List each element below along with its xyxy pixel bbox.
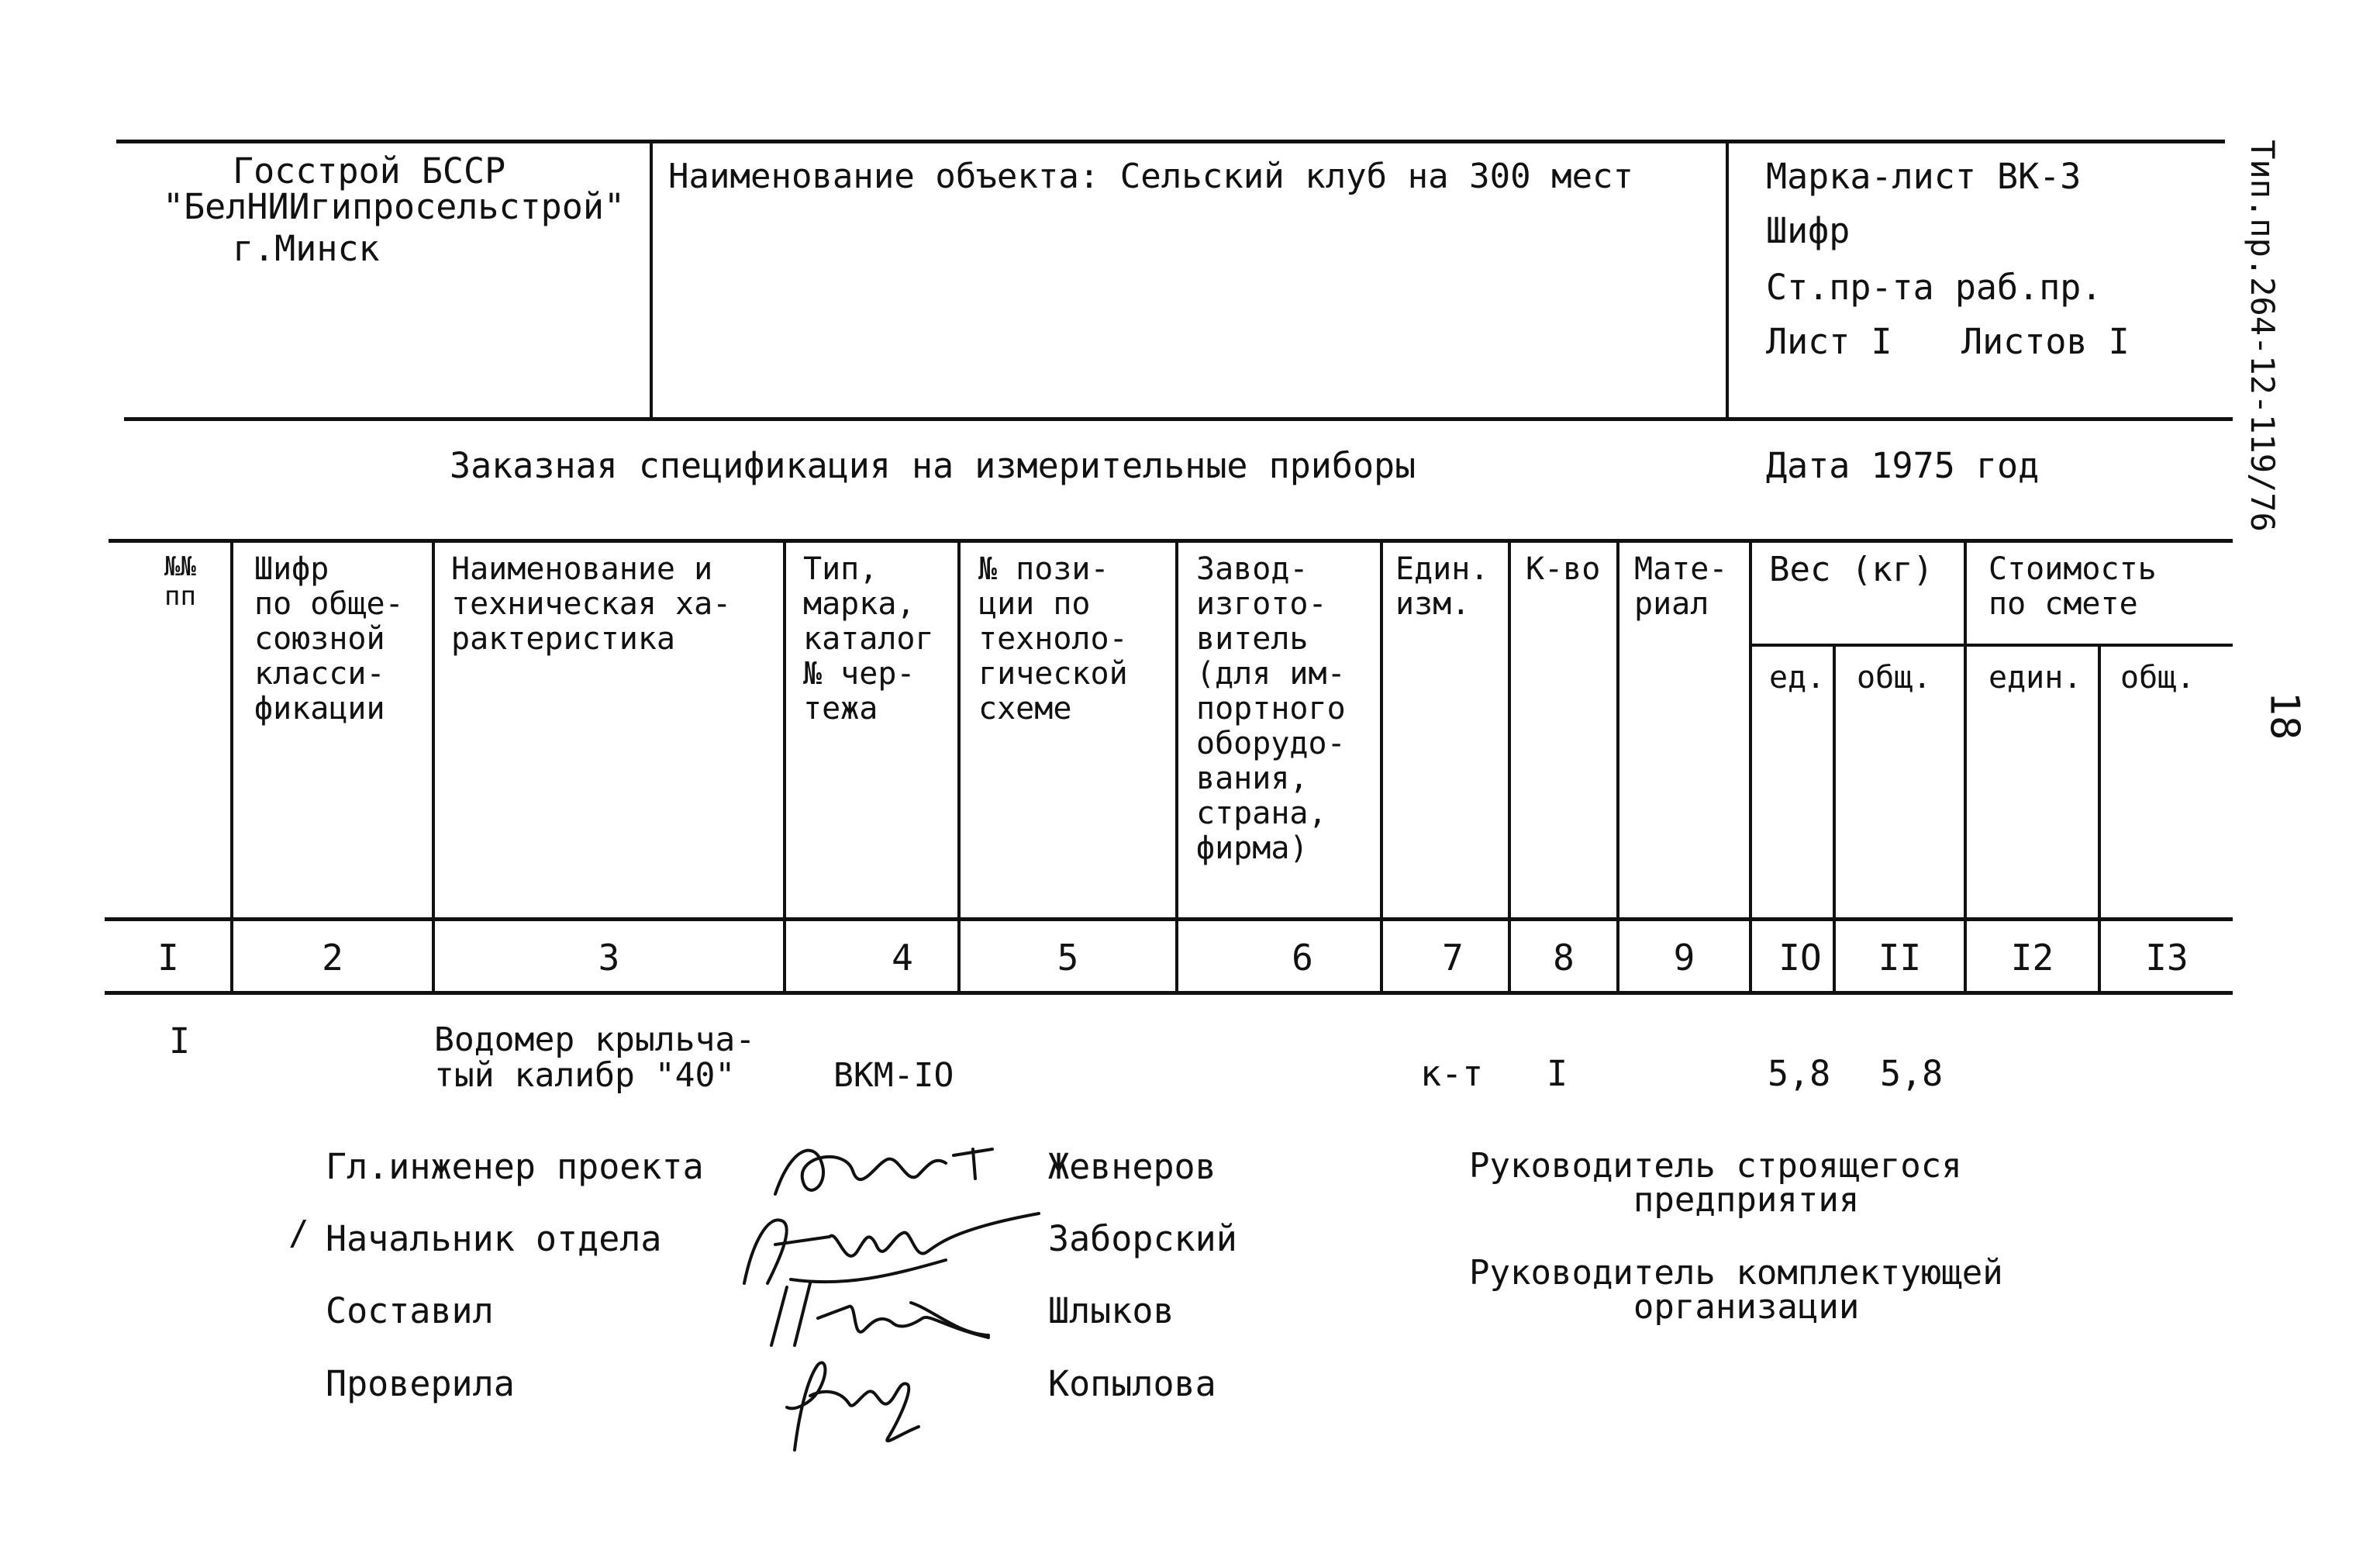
header-material: Мате- риал xyxy=(1634,551,1728,622)
col-divider-7 xyxy=(1508,540,1511,993)
col-number-8: 8 xyxy=(1553,937,1575,979)
signature-name-2: Заборский xyxy=(1048,1218,1237,1259)
weight-subheader-line xyxy=(1749,644,2233,647)
title-block-divider-2 xyxy=(1726,141,1729,419)
header-type: Тип, марка, каталог № чер- тежа xyxy=(803,551,934,727)
col-divider-5 xyxy=(1175,540,1178,993)
col-divider-3 xyxy=(783,540,786,993)
col-number-12: I2 xyxy=(2010,937,2054,979)
title-block-bottom-line xyxy=(124,417,2233,421)
table-numbers-bottom-line xyxy=(105,991,2233,995)
stage-label: Ст.пр-та раб.пр. xyxy=(1766,267,2102,308)
object-name: Наименование объекта: Сельский клуб на 300 мест xyxy=(668,157,1634,196)
col-number-9: 9 xyxy=(1673,937,1695,979)
row-weight-unit: 5,8 xyxy=(1768,1053,1831,1094)
row-weight-total: 5,8 xyxy=(1880,1053,1944,1094)
col-divider-1 xyxy=(230,540,233,993)
header-cost-total: общ. xyxy=(2120,660,2195,696)
col-divider-2 xyxy=(432,540,435,993)
row-name: Водомер крыльча- тый калибр "40" xyxy=(434,1020,756,1095)
document-title: Заказная спецификация на измерительные приборы xyxy=(450,445,1416,486)
row-unit: к-т xyxy=(1420,1053,1484,1094)
header-position: № пози- ции по техноло- гической схеме xyxy=(978,551,1128,727)
col-divider-11 xyxy=(1964,540,1967,993)
sheets-label: Листов I xyxy=(1961,321,2130,362)
signature-role-3: Составил xyxy=(326,1290,494,1331)
col-divider-8 xyxy=(1616,540,1619,993)
col-divider-6 xyxy=(1380,540,1383,993)
sheet-label: Лист I xyxy=(1766,321,1892,362)
col-divider-4 xyxy=(957,540,961,993)
col-number-1: I xyxy=(157,937,179,979)
marka-list: Марка-лист ВК-3 xyxy=(1766,156,2082,197)
title-block-top-line xyxy=(116,140,2225,143)
check-mark: / xyxy=(288,1213,309,1253)
col-number-13: I3 xyxy=(2145,937,2189,979)
signature-role-2: Начальник отдела xyxy=(326,1218,662,1259)
header-unit: Един. изм. xyxy=(1395,551,1489,622)
header-no: №№ пп xyxy=(164,551,196,612)
header-weight: Вес (кг) xyxy=(1769,550,1933,589)
org-line-1: Госстрой БССР xyxy=(233,150,506,192)
row-qty: I xyxy=(1547,1053,1568,1094)
handwritten-signature-4 xyxy=(764,1349,957,1458)
header-cost: Стоимость по смете xyxy=(1989,551,2157,622)
header-weight-unit: ед. xyxy=(1769,660,1826,696)
page-number: 18 xyxy=(2261,691,2308,741)
title-block-divider-1 xyxy=(650,141,653,419)
header-name: Наименование и техническая ха- рактеристика xyxy=(451,551,732,657)
signature-name-1: Жевнеров xyxy=(1048,1146,1216,1187)
header-cost-unit: един. xyxy=(1989,660,2082,696)
col-number-6: 6 xyxy=(1292,937,1313,979)
header-maker: Завод- изгото- витель (для им- портного оборудо- вания, страна, фирма) xyxy=(1196,551,1346,866)
signature-name-4: Копылова xyxy=(1048,1363,1216,1404)
supplier-signature-label: Руководитель комплектующей организации xyxy=(1469,1253,2003,1327)
col-number-3: 3 xyxy=(598,937,620,979)
table-header-bottom-line xyxy=(105,917,2233,921)
org-line-2: "БелНИИгипросельстрой" xyxy=(163,186,626,227)
document-date: Дата 1975 год xyxy=(1766,445,2040,486)
col-number-4: 4 xyxy=(892,937,913,979)
org-line-3: г.Минск xyxy=(233,228,380,269)
table-top-line xyxy=(109,539,2233,543)
handwritten-signature-3 xyxy=(756,1272,1004,1357)
customer-signature-label: Руководитель строящегося предприятия xyxy=(1469,1146,1962,1220)
header-code: Шифр по обще- союзной класси- фикации xyxy=(254,551,404,727)
signature-role-1: Гл.инженер проекта xyxy=(326,1146,704,1187)
col-number-2: 2 xyxy=(322,937,343,979)
col-number-10: IO xyxy=(1778,937,1822,979)
col-number-5: 5 xyxy=(1057,937,1079,979)
col-divider-9 xyxy=(1749,540,1752,993)
header-weight-total: общ. xyxy=(1857,660,1932,696)
row-no: I xyxy=(169,1020,191,1062)
header-qty: К-во xyxy=(1526,551,1601,587)
side-stamp: Тип.пр.264-12-119/76 xyxy=(2243,140,2282,532)
col-number-7: 7 xyxy=(1442,937,1464,979)
signature-name-3: Шлыков xyxy=(1048,1290,1174,1331)
row-type: ВКМ-IO xyxy=(833,1056,954,1095)
shifr-label: Шифр xyxy=(1766,210,1851,251)
signature-role-4: Проверила xyxy=(326,1363,515,1404)
col-number-11: II xyxy=(1878,937,1922,979)
